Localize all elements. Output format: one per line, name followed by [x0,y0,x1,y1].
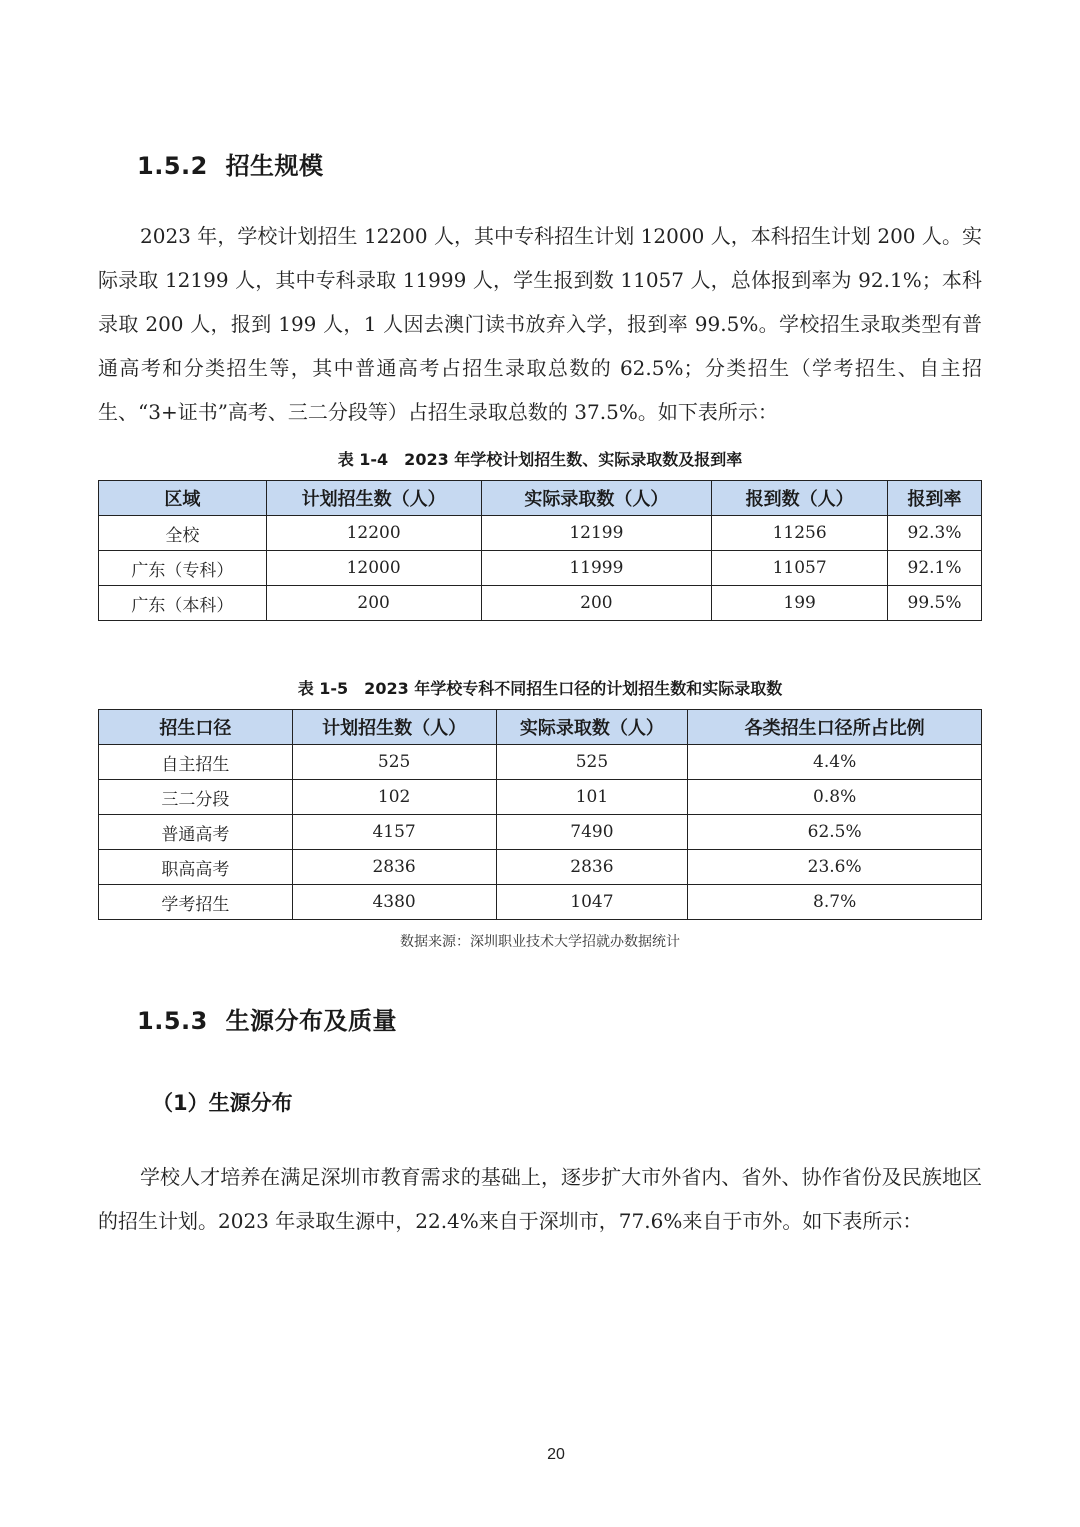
table-cell: 11999 [481,551,712,586]
table-cell: 广东（本科） [99,586,267,621]
table-cell: 7490 [496,815,688,850]
table-cell: 12200 [266,516,481,551]
column-header: 实际录取数（人） [481,481,712,516]
enrollment-paragraph: 2023 年，学校计划招生 12200 人，其中专科招生计划 12000 人，本科招生计划 200 人。实际录取 12199 人，其中专科录取 11999 人，学生报到数 11057 人，总体报到率为 92.1%；本科录取 200 人，报到 199 人，1 人因去澳门读书放弃入学，报到率 99.5%。学校招生录取类型有普通高考和分类招生等，其中普通高考占招生录取总数的 62.5%；分类招生（学考招生、自主招生、“3+证书”高考、三二分段等）占招生录取总数的 37.5%。如下表所示： [98,224,982,424]
table-cell: 92.3% [888,516,982,551]
table-cell: 0.8% [688,780,982,815]
section-heading-1-5-2 [137,146,324,181]
page-number: 20 [547,1446,565,1463]
column-header: 各类招生口径所占比例 [688,710,982,745]
column-header: 实际录取数（人） [496,710,688,745]
table-cell: 学考招生 [99,885,293,920]
table-cell: 2836 [496,850,688,885]
table-row [99,815,982,850]
table-1-4-caption: 表 1-4 2023 年学校计划招生数、实际录取数及报到率 [337,450,743,469]
table-cell: 自主招生 [99,745,293,780]
table-cell: 199 [712,586,888,621]
table-1-5 [98,709,982,920]
source-distribution-paragraph: 学校人才培养在满足深圳市教育需求的基础上，逐步扩大市外省内、省外、协作省份及民族地区的招生计划。2023 年录取生源中，22.4%来自于深圳市，77.6%来自于市外。如下表所示： [98,1165,982,1233]
table-row [99,885,982,920]
table-cell: 200 [481,586,712,621]
table-cell: 职高高考 [99,850,293,885]
table-cell: 三二分段 [99,780,293,815]
table-cell: 4380 [292,885,496,920]
table-cell: 12000 [266,551,481,586]
table-header-row [99,481,982,516]
section-title: 招生规模 [225,152,324,180]
table-1-5-caption: 表 1-5 2023 年学校专科不同招生口径的计划招生数和实际录取数 [297,679,783,698]
table-cell: 525 [496,745,688,780]
table-cell: 全校 [99,516,267,551]
column-header: 招生口径 [99,710,293,745]
column-header: 计划招生数（人） [292,710,496,745]
table-cell: 525 [292,745,496,780]
table-cell: 99.5% [888,586,982,621]
section-number: 1.5.2 [137,152,208,180]
column-header: 区域 [99,481,267,516]
table-row [99,516,982,551]
table-cell: 102 [292,780,496,815]
column-header: 报到数（人） [712,481,888,516]
table-row [99,745,982,780]
table-cell: 11256 [712,516,888,551]
table-cell: 1047 [496,885,688,920]
table-cell: 4157 [292,815,496,850]
table-row [99,586,982,621]
section-heading-1-5-3 [137,1001,397,1036]
table-row [99,850,982,885]
table-row [99,551,982,586]
subsection-heading-source-distribution: （1）生源分布 [152,1091,293,1115]
table-cell: 12199 [481,516,712,551]
table-1-4 [98,480,982,621]
table-cell: 4.4% [688,745,982,780]
table-cell: 101 [496,780,688,815]
table-cell: 200 [266,586,481,621]
section-number: 1.5.3 [137,1007,208,1035]
table-cell: 普通高考 [99,815,293,850]
table-cell: 11057 [712,551,888,586]
column-header: 计划招生数（人） [266,481,481,516]
section-title: 生源分布及质量 [225,1007,398,1035]
table-cell: 广东（专科） [99,551,267,586]
table-cell: 62.5% [688,815,982,850]
data-source-note: 数据来源：深圳职业技术大学招就办数据统计 [400,934,680,950]
table-cell: 8.7% [688,885,982,920]
column-header: 报到率 [888,481,982,516]
table-cell: 2836 [292,850,496,885]
table-cell: 23.6% [688,850,982,885]
table-row [99,780,982,815]
table-header-row [99,710,982,745]
table-cell: 92.1% [888,551,982,586]
